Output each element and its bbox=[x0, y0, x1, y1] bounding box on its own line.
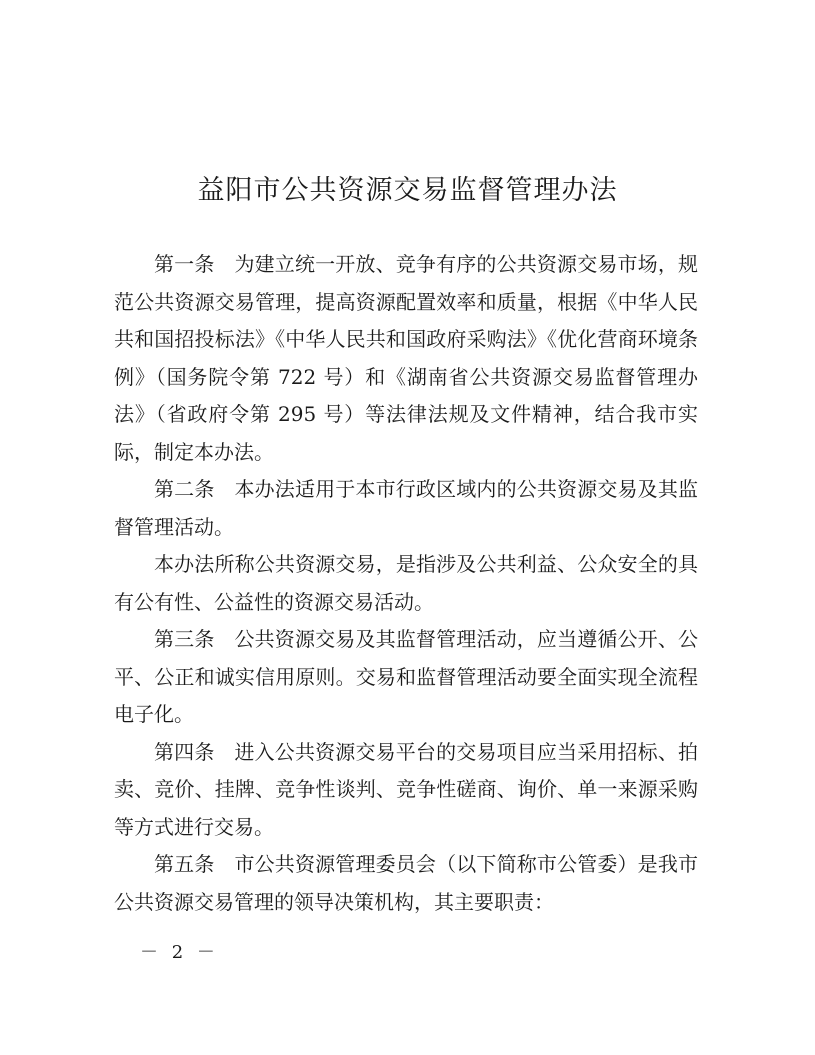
article-2-text: 本办法适用于本市行政区域内的公共资源交易及其监督管理活动。 bbox=[114, 477, 699, 539]
article-2-definition-text: 本办法所称公共资源交易，是指涉及公共利益、公众安全的具有公有性、公益性的资源交易活动。 bbox=[114, 552, 698, 614]
article-3-text: 公共资源交易及其监督管理活动，应当遵循公开、公平、公正和诚实信用原则。交易和监督管理活动要全面实现全流程电子化。 bbox=[114, 627, 699, 726]
article-3-paragraph bbox=[114, 621, 698, 734]
article-2-label: 第二条 bbox=[154, 477, 215, 501]
article-5-paragraph bbox=[114, 846, 698, 921]
page-number: － 2 － bbox=[140, 942, 219, 963]
article-1-paragraph bbox=[114, 246, 698, 471]
article-4-paragraph bbox=[114, 734, 698, 847]
article-3-label: 第三条 bbox=[154, 627, 215, 651]
article-5-label: 第五条 bbox=[154, 852, 215, 876]
article-1-text: 为建立统一开放、竞争有序的公共资源交易市场，规范公共资源交易管理，提高资源配置效率和质量，根据《中华人民共和国招投标法》《中华人民共和国政府采购法》《优化营商环境条例》（国务院令第 722 号）和《湖南省公共资源交易监督管理办法》（省政府令第 295 号）等法律法规及文件精神，结合我市实际，制定本办法。 bbox=[114, 252, 699, 464]
article-2-definition-paragraph bbox=[114, 546, 698, 621]
document-body bbox=[114, 246, 698, 921]
article-1-label: 第一条 bbox=[154, 252, 215, 276]
article-2-paragraph bbox=[114, 471, 698, 546]
article-4-text: 进入公共资源交易平台的交易项目应当采用招标、拍卖、竞价、挂牌、竞争性谈判、竞争性磋商、询价、单一来源采购等方式进行交易。 bbox=[114, 739, 699, 839]
article-4-label: 第四条 bbox=[154, 739, 215, 764]
article-5-text: 市公共资源管理委员会（以下简称市公管委）是我市公共资源交易管理的领导决策机构，其主要职责： bbox=[114, 852, 699, 914]
document-title: 益阳市公共资源交易监督管理办法 bbox=[197, 175, 618, 207]
